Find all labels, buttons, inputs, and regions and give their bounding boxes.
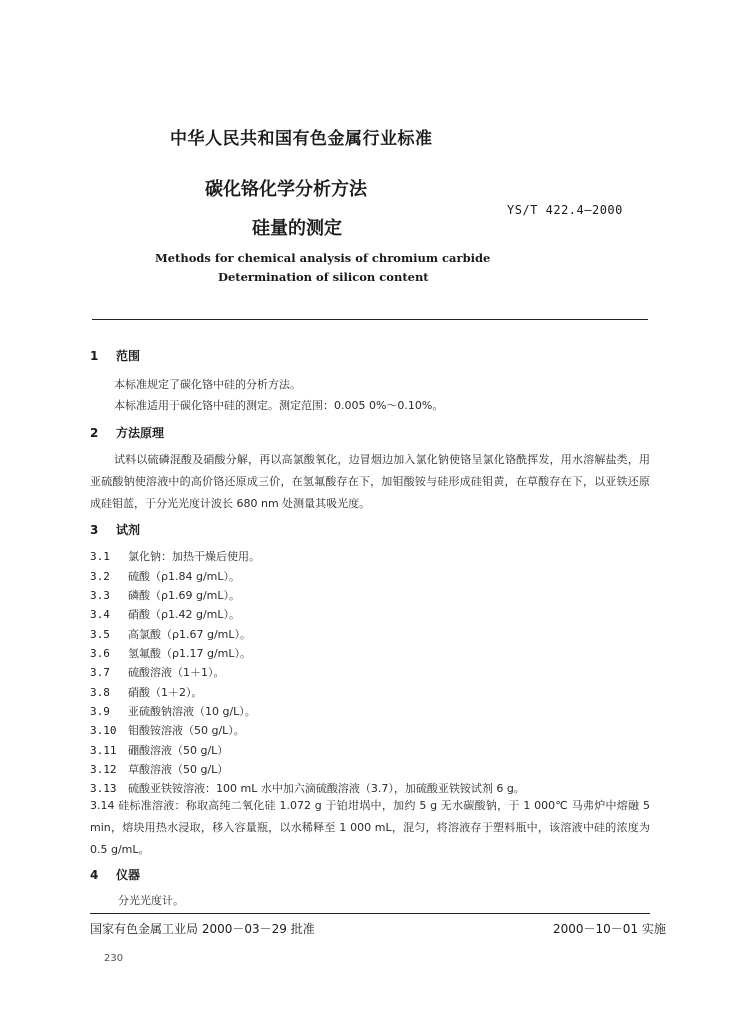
- reagent-item: [90, 548, 260, 564]
- reagent-text: 氢氟酸（ρ1.17 g/mL）。: [128, 647, 252, 660]
- reagent-text: 硫酸亚铁铵溶液：100 mL 水中加六滴硫酸溶液（3.7），加硫酸亚铁铵试剂 6 g。: [128, 782, 525, 795]
- reagent-item: [90, 645, 251, 661]
- reagent-number: 3.2: [90, 570, 110, 583]
- footer-divider: [90, 913, 650, 914]
- reagent-text: 高氯酸（ρ1.67 g/mL）。: [128, 628, 252, 641]
- reagent-text: 硝酸（1＋2）。: [128, 686, 203, 699]
- reagent-text: 硫酸溶液（1＋1）。: [128, 666, 225, 679]
- section-3-number: 3: [90, 523, 99, 537]
- section-1-paragraph-2: 本标准适用于碳化铬中硅的测定。测定范围：0.005 0%～0.10%。: [114, 399, 444, 412]
- reagent-number: 3.10: [90, 724, 117, 737]
- reagent-text: 亚硫酸钠溶液（10 g/L）。: [128, 705, 256, 718]
- reagent-item: [90, 742, 228, 758]
- header-divider: [92, 319, 648, 320]
- section-4-paragraph: 分光光度计。: [118, 894, 184, 907]
- document-subtitle: 硅量的测定: [252, 218, 342, 239]
- section-4-number: 4: [90, 868, 99, 882]
- reagent-item: [90, 664, 225, 680]
- reagent-number: 3.11: [90, 744, 117, 757]
- reagent-number: 3.5: [90, 628, 110, 641]
- section-4-title: 仪器: [116, 868, 141, 882]
- section-1-heading: [90, 347, 140, 364]
- section-1-paragraph-1: 本标准规定了碳化铬中硅的分析方法。: [114, 378, 301, 391]
- reagent-item-3-14: 3.14 硅标准溶液：称取高纯二氧化硅 1.072 g 于铂坩埚中，加约 5 g 无水碳酸钠，于 1 000℃ 马弗炉中熔融 5 min，熔块用热水浸取，移入容量瓶，以水稀释至 1 000 mL，混匀，将溶液存于塑料瓶中，该溶液中硅的浓度为 0.5 g/mL。: [90, 799, 650, 856]
- reagent-number: 3.8: [90, 686, 110, 699]
- reagent-item: [90, 703, 256, 719]
- reagent-number: 3.9: [90, 705, 110, 718]
- reagent-text: 钼酸铵溶液（50 g/L）。: [128, 724, 245, 737]
- approval-date: 国家有色金属工业局 2000－03－29 批准: [90, 922, 315, 936]
- reagent-item: [90, 568, 240, 584]
- english-title: Methods for chemical analysis of chromium carbide: [155, 251, 491, 265]
- implementation-date: 2000－10－01 实施: [553, 922, 666, 936]
- reagent-number: 3.4: [90, 608, 110, 621]
- standard-code: YS/T 422.4—2000: [507, 203, 623, 217]
- reagent-number: 3.7: [90, 666, 110, 679]
- reagent-number: 3.13: [90, 782, 117, 795]
- reagent-number: 3.1: [90, 550, 110, 563]
- reagent-text: 磷酸（ρ1.69 g/mL）。: [128, 589, 241, 602]
- reagent-item: [90, 780, 525, 796]
- reagent-item: [90, 684, 203, 700]
- org-title: 中华人民共和国有色金属行业标准: [170, 129, 433, 149]
- reagent-item: [90, 606, 240, 622]
- section-2-number: 2: [90, 426, 99, 440]
- reagent-item: [90, 722, 245, 738]
- reagent-item: [90, 587, 240, 603]
- reagent-text: 硼酸溶液（50 g/L）: [128, 744, 229, 757]
- reagent-text: 氯化钠：加热干燥后使用。: [128, 550, 260, 563]
- english-subtitle: Determination of silicon content: [218, 270, 429, 284]
- document-title: 碳化铬化学分析方法: [205, 179, 367, 200]
- reagent-number: 3.6: [90, 647, 110, 660]
- reagent-item: [90, 626, 251, 642]
- section-2-paragraph: 试料以硫磷混酸及硝酸分解，再以高氯酸氧化，边冒烟边加入氯化钠使铬呈氯化铬酰挥发，用水溶解盐类，用亚硫酸钠使溶液中的高价铬还原成三价，在氢氟酸存在下，加钼酸铵与硅形成硅钼黄，在草酸存在下，以亚铁还原成硅钼蓝，于分光光度计波长 680 nm 处测量其吸光度。: [90, 453, 650, 510]
- section-2-heading: [90, 424, 164, 441]
- reagent-text: 草酸溶液（50 g/L）: [128, 763, 229, 776]
- reagent-text: 硫酸（ρ1.84 g/mL）。: [128, 570, 241, 583]
- section-1-title: 范围: [116, 349, 141, 363]
- reagent-text: 硝酸（ρ1.42 g/mL）。: [128, 608, 241, 621]
- section-3-title: 试剂: [116, 523, 141, 537]
- section-4-heading: [90, 866, 140, 883]
- reagent-item: [90, 761, 228, 777]
- page-number: 230: [104, 953, 124, 964]
- section-2-title: 方法原理: [116, 426, 165, 440]
- section-1-number: 1: [90, 349, 99, 363]
- reagent-number: 3.12: [90, 763, 117, 776]
- section-3-heading: [90, 521, 140, 538]
- reagent-number: 3.3: [90, 589, 110, 602]
